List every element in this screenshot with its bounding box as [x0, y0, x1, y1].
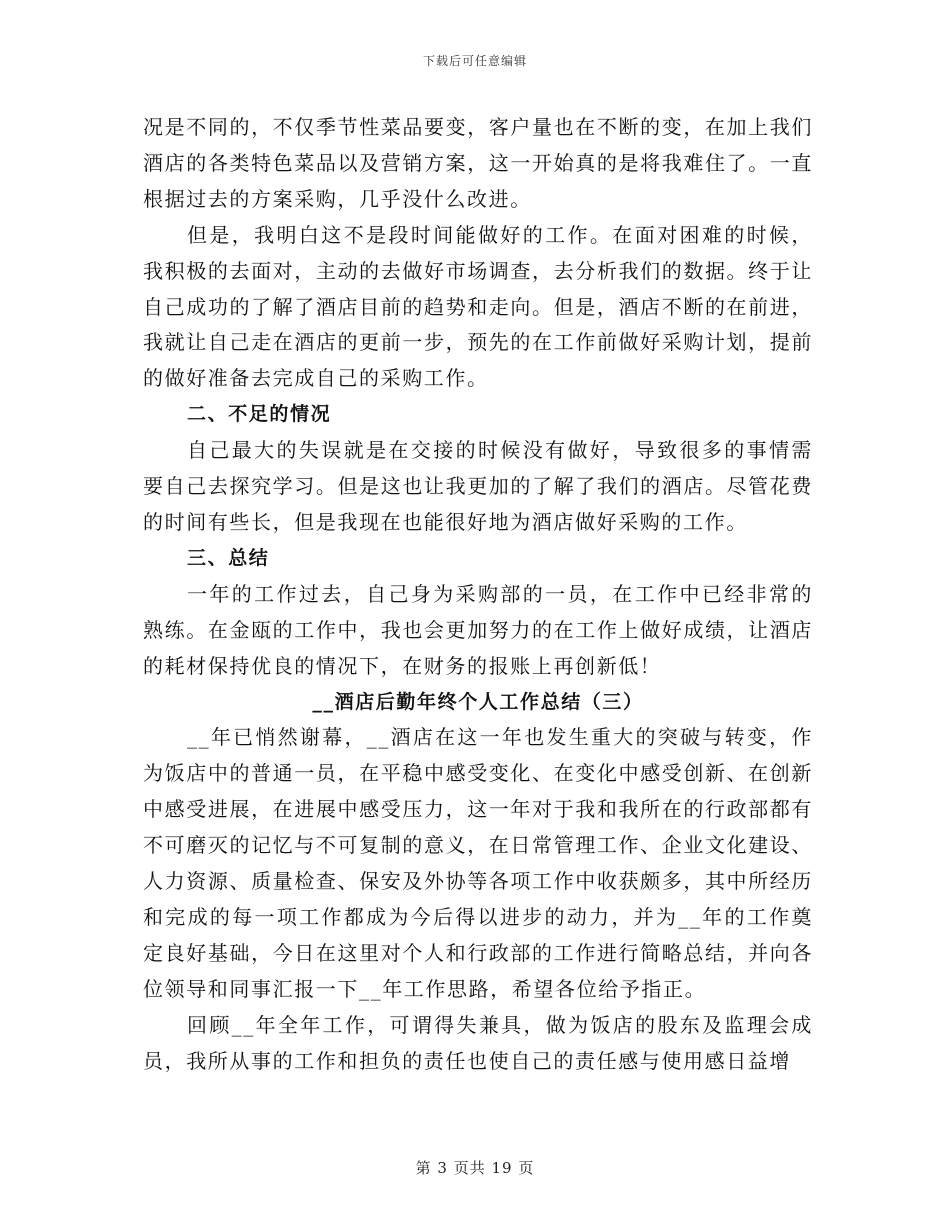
paragraph-look-back: 回顾__年全年工作，可谓得失兼具，做为饭店的股东及监理会成员，我所从事的工作和担负的责任也使自己的责任感与使用感日益增	[143, 1012, 813, 1073]
document-body	[143, 110, 813, 1079]
heading-summary: 三、总结	[187, 546, 270, 569]
page-header: 下载后可任意编辑	[422, 54, 527, 68]
paragraph-market-research: 但是，我明白这不是段时间能做好的工作。在面对困难的时候，我积极的去面对，主动的去做好市场调查，去分析我们的数据。终于让自己成功的了解了酒店目前的趋势和走向。但是，酒店不断的在前进，我就让自己走在酒店的更前一步，预先的在工作前做好采购计划，提前的做好准备去完成自己的采购工作。	[143, 222, 813, 391]
paragraph-shortcomings: 自己最大的失误就是在交接的时候没有做好，导致很多的事情需要自己去探究学习。但是这也让我更加的了解了我们的酒店。尽管花费的时间有些长，但是我现在也能很好地为酒店做好采购的工作。	[143, 438, 813, 534]
paragraph-summary: 一年的工作过去，自己身为采购部的一员，在工作中已经非常的熟练。在金瓯的工作中，我也会更加努力的在工作上做好成绩，让酒店的耗材保持优良的情况下，在财务的报账上再创新低！	[143, 581, 813, 678]
heading-shortcomings: 二、不足的情况	[187, 403, 332, 426]
paragraph-continuation: 况是不同的，不仅季节性菜品要变，客户量也在不断的变，在加上我们酒店的各类特色菜品以及营销方案，这一开始真的是将我难住了。一直根据过去的方案采购，几乎没什么改进。	[143, 115, 813, 211]
section-title: __酒店后勤年终个人工作总结（三）	[312, 690, 644, 713]
paragraph-year-review: __年已悄然谢幕，__酒店在这一年也发生重大的突破与转变，作为饭店中的普通一员，在平稳中感受变化、在变化中感受创新、在创新中感受进展，在进展中感受压力，这一年对于我和我所在的行政部都有不可磨灭的记忆与不可复制的意义，在日常管理工作、企业文化建设、人力资源、质量检查、保安及外协等各项工作中收获颇多，其中所经历和完成的每一项工作都成为今后得以进步的动力，并为__年的工作奠定良好基础，今日在这里对个人和行政部的工作进行简略总结，并向各位领导和同事汇报一下__年工作思路，希望各位给予指正。	[143, 725, 813, 1001]
page-number: 第 3 页共 19 页	[415, 1159, 535, 1177]
